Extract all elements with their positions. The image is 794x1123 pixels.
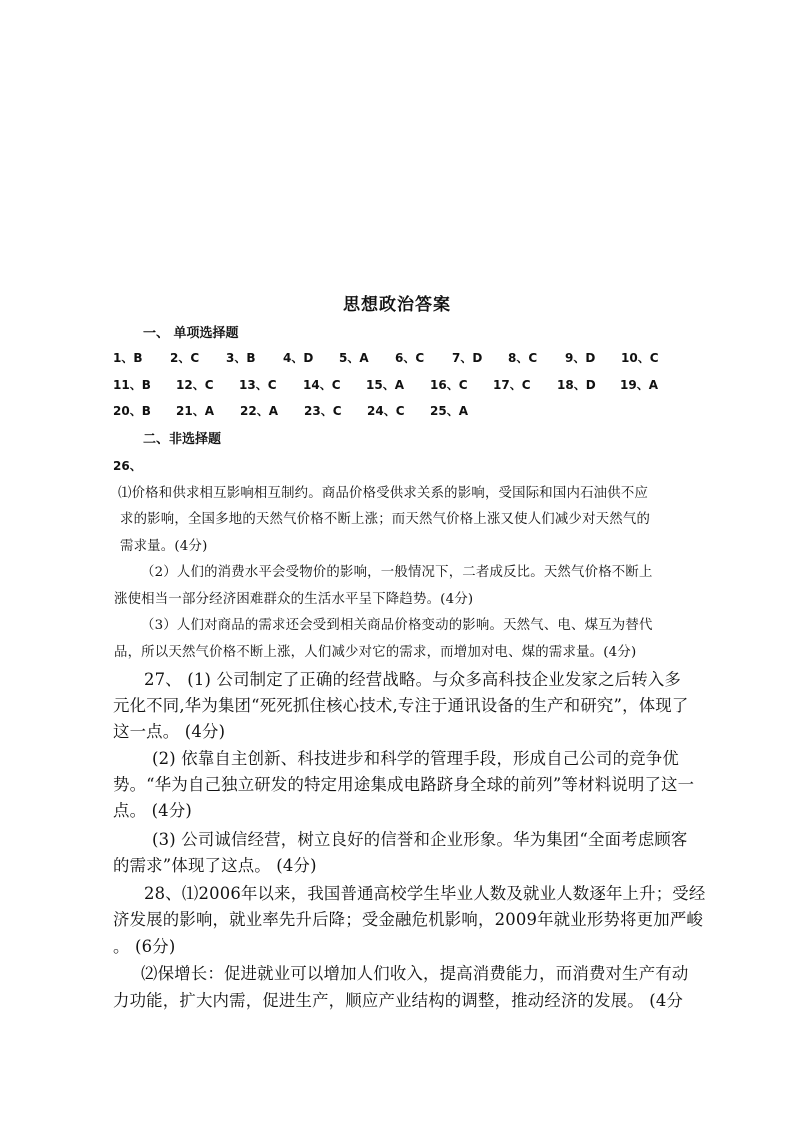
section-heading-single-choice: 一、 单项选择题 (143, 326, 239, 341)
q27-paragraph-2-line-1: (2) 依靠自主创新、科技进步和科学的管理手段，形成自己公司的竞争优 (152, 749, 679, 768)
answer-item: 10、C (621, 351, 659, 365)
q27-paragraph-2-line-3: 点。 (4分) (113, 801, 192, 820)
q28-paragraph-1-line-2: 济发展的影响，就业率先升后降；受金融危机影响，2009年就业形势将更加严峻 (113, 910, 704, 929)
q27-paragraph-1-line-3: 这一点。 (4分) (113, 722, 226, 741)
question-26-number: 26、 (113, 459, 142, 473)
q26-paragraph-2-line-1: （2）人们的消费水平会受物价的影响，一般情况下，二者成反比。天然气价格不断上 (141, 565, 653, 580)
answer-item: 8、C (508, 351, 538, 365)
answer-item: 18、D (557, 378, 596, 392)
answer-item: 9、D (565, 351, 596, 365)
q28-paragraph-2-line-2: 力功能，扩大内需，促进生产，顺应产业结构的调整，推动经济的发展。 (4分 (113, 991, 684, 1010)
answer-item: 21、A (176, 404, 214, 418)
q26-paragraph-1-line-2: 求的影响，全国多地的天然气价格不断上涨；而天然气价格上涨又使人们减少对天然气的 (120, 512, 651, 527)
answer-item: 23、C (304, 404, 342, 418)
q26-paragraph-2-line-2: 涨使相当一部分经济困难群众的生活水平呈下降趋势。(4分) (114, 592, 474, 607)
section-heading-non-choice: 二、非选择题 (143, 432, 222, 447)
answer-item: 19、A (620, 378, 658, 392)
answer-item: 15、A (366, 378, 404, 392)
answer-item: 24、C (367, 404, 405, 418)
answer-item: 20、B (113, 404, 151, 418)
answer-item: 25、A (430, 404, 468, 418)
answer-item: 11、B (113, 378, 151, 392)
q27-paragraph-3-line-2: 的需求”体现了这点。 (4分) (113, 856, 317, 875)
q27-paragraph-1-line-2: 元化不同,华为集团“死死抓住核心技术,专注于通讯设备的生产和研究”，体现了 (113, 696, 689, 715)
answer-item: 17、C (493, 378, 531, 392)
q28-paragraph-1-line-3: 。 (6分) (113, 937, 176, 956)
answer-item: 12、C (176, 378, 214, 392)
answer-item: 16、C (430, 378, 468, 392)
q27-paragraph-1-line-1: 27、 (1) 公司制定了正确的经营战略。与众多高科技企业发家之后转入多 (144, 670, 682, 689)
answer-item: 2、C (170, 351, 200, 365)
answer-item: 13、C (239, 378, 277, 392)
page-title: 思想政治答案 (343, 295, 451, 315)
answer-item: 4、D (283, 351, 314, 365)
answer-item: 5、A (339, 351, 369, 365)
q27-paragraph-2-line-2: 势。“华为自己独立研发的特定用途集成电路跻身全球的前列”等材料说明了这一 (113, 775, 695, 794)
q28-paragraph-2-line-1: ⑵保增长：促进就业可以增加人们收入，提高消费能力，而消费对生产有动 (141, 964, 689, 983)
answer-item: 14、C (303, 378, 341, 392)
q26-paragraph-1-line-1: ⑴价格和供求相互影响相互制约。商品价格受供求关系的影响，受国际和国内石油供不应 (118, 486, 649, 501)
answer-item: 6、C (395, 351, 425, 365)
answer-item: 3、B (226, 351, 256, 365)
answer-item: 7、D (452, 351, 483, 365)
q27-paragraph-3-line-1: (3) 公司诚信经营，树立良好的信誉和企业形象。华为集团“全面考虑顾客 (152, 830, 688, 849)
answer-item: 22、A (240, 404, 278, 418)
q26-paragraph-3-line-2: 品，所以天然气价格不断上涨，人们减少对它的需求，而增加对电、煤的需求量。(4分) (114, 645, 637, 660)
q28-paragraph-1-line-1: 28、⑴2006年以来，我国普通高校学生毕业人数及就业人数逐年上升；受经 (144, 884, 706, 903)
q26-paragraph-1-line-3: 需求量。(4分) (120, 539, 208, 554)
q26-paragraph-3-line-1: （3）人们对商品的需求还会受到相关商品价格变动的影响。天然气、电、煤互为替代 (141, 618, 653, 633)
answer-item: 1、B (113, 351, 143, 365)
